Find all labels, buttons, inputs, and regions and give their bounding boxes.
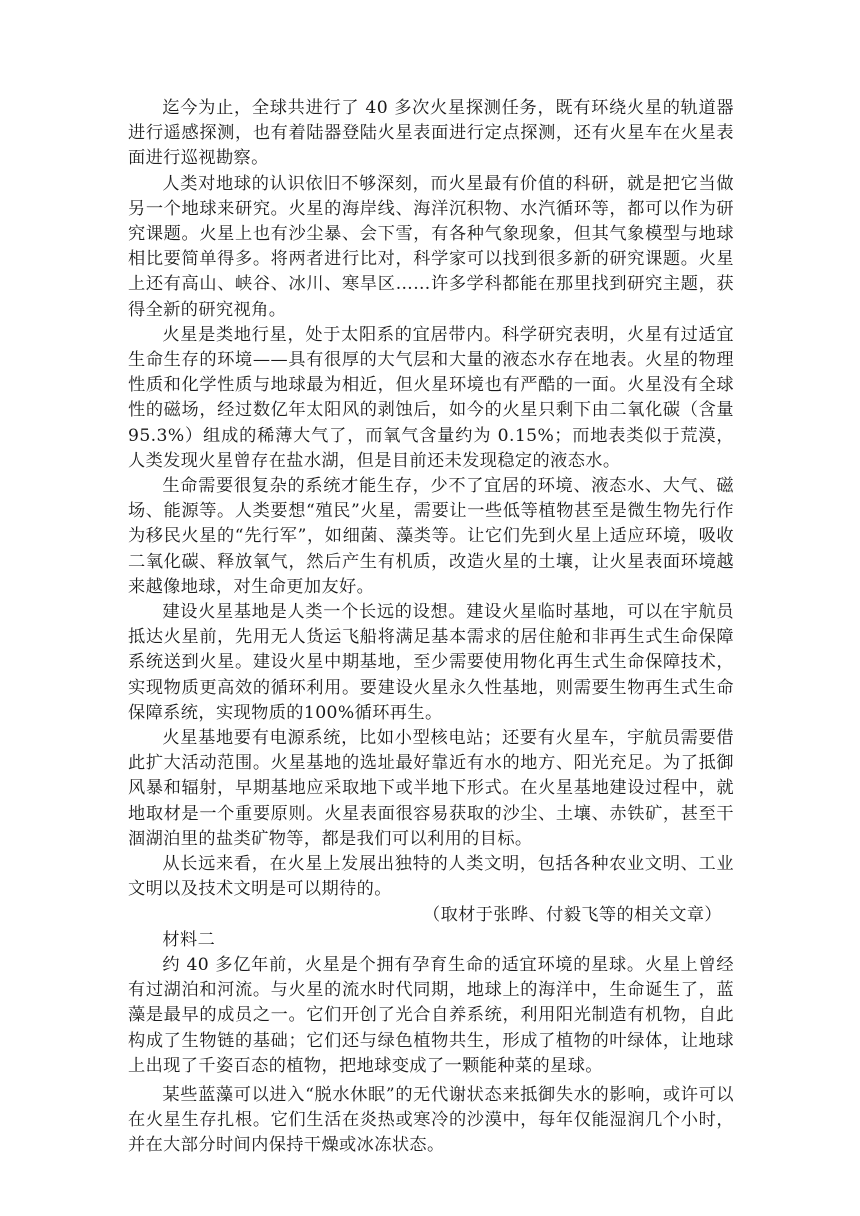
- paragraph-civilization: 从长远来看，在火星上发展出独特的人类文明，包括各种农业文明、工业文明以及技术文明是可以期待的。: [128, 854, 734, 900]
- article-body: [128, 96, 734, 1159]
- source-note: （取材于张晔、付毅飞等的相关文章）: [423, 904, 722, 925]
- paragraph-mars-missions: 迄今为止，全球共进行了 40 多次火星探测任务，既有环绕火星的轨道器进行遥感探测，也有着陆器登陆火星表面进行定点探测，还有火星车在火星表面进行巡视勘察。: [128, 98, 734, 169]
- paragraph-mars-base: 建设火星基地是人类一个长远的设想。建设火星临时基地，可以在宇航员抵达火星前，先用无人货运飞船将满足基本需求的居住舱和非再生式生命保障系统送到火星。建设火星中期基地，至少需要使用物化再生式生命保障技术，实现物质更高效的循环利用。要建设火星永久性基地，则需要生物再生式生命保障系统，实现物质的100%循环再生。: [128, 602, 734, 723]
- paragraph-cyanobacteria: 某些蓝藻可以进入“脱水休眠”的无代谢状态来抵御失水的影响，或许可以在火星生存扎根。它们生活在炎热或寒冷的沙漠中，每年仅能湿润几个小时，并在大部分时间内保持干燥或冰冻状态。: [128, 1084, 734, 1156]
- paragraph-ancient-mars: 约 40 多亿年前，火星是个拥有孕育生命的适宜环境的星球。火星上曾经有过湖泊和河流。与火星的流水时代同期，地球上的海洋中，生命诞生了，蓝藻是最早的成员之一。它们开创了光合自养系统，利用阳光制造有机物，自此构成了生物链的基础；它们还与绿色植物共生，形成了植物的叶绿体，让地球上出现了千姿百态的植物，把地球变成了一颗能种菜的星球。: [128, 954, 734, 1076]
- paragraph-colonization: 生命需要很复杂的系统才能生存，少不了宜居的环境、液态水、大气、磁场、能源等。人类要想“殖民”火星，需要让一些低等植物甚至是微生物先行作为移民火星的“先行军”，如细菌、藻类等。让它们先到火星上适应环境，吸收二氧化碳、释放氧气，然后产生有机质，改造火星的土壤，让火星表面环境越来越像地球，对生命更加友好。: [128, 476, 734, 597]
- paragraph-research-value: 人类对地球的认识依旧不够深刻，而火星最有价值的科研，就是把它当做另一个地球来研究。火星的海岸线、海洋沉积物、水汽循环等，都可以作为研究课题。火星上也有沙尘暴、会下雪，有各种气象现象，但其气象模型与地球相比要简单得多。将两者进行比对，科学家可以找到很多新的研究课题。火星上还有高山、峡谷、冰川、寒旱区……许多学科都能在那里找到研究主题，获得全新的研究视角。: [128, 173, 734, 320]
- paragraph-habitable-zone: 火星是类地行星，处于太阳系的宜居带内。科学研究表明，火星有过适宜生命生存的环境——具有很厚的大气层和大量的液态水存在地表。火星的物理性质和化学性质与地球最为相近，但火星环境也有严酷的一面。火星没有全球性的磁场，经过数亿年太阳风的剥蚀后，如今的火星只剩下由二氧化碳（含量 95.3%）组成的稀薄大气了，而氧气含量约为 0.15%；而地表类似于荒漠，人类发现火星曾存在盐水湖，但是目前还未发现稳定的液态水。: [128, 324, 734, 471]
- material2-heading: 材料二: [162, 929, 216, 950]
- paragraph-base-power: 火星基地要有电源系统，比如小型核电站；还要有火星车，宇航员需要借此扩大活动范围。火星基地的选址最好靠近有水的地方、阳光充足。为了抵御风暴和辐射，早期基地应采取地下或半地下形式。在火星基地建设过程中，就地取材是一个重要原则。火星表面很容易获取的沙尘、土壤、赤铁矿，甚至干涸湖泊里的盐类矿物等，都是我们可以利用的目标。: [128, 728, 734, 849]
